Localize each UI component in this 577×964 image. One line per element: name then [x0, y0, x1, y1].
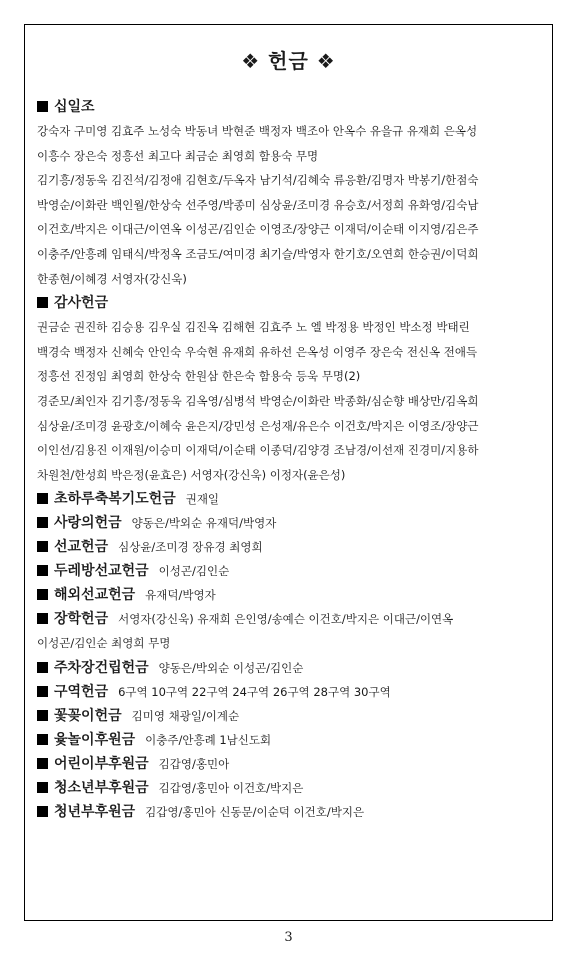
section-heading-love: 사랑의헌금 양동은/박외순 유재덕/박영자: [37, 511, 542, 535]
section-heading-parking: 주차장건립헌금 양동은/박외순 이성곤/김인순: [37, 656, 542, 680]
square-bullet-icon: [37, 493, 48, 504]
square-bullet-icon: [37, 710, 48, 721]
donor-line: 박영순/이화란 백인월/한상숙 선주영/박종미 심상윤/조미경 유승호/서정희 유화영/김숙남: [37, 197, 479, 212]
square-bullet-icon: [37, 297, 48, 308]
page-number: 3: [284, 930, 293, 945]
donor-line: 이건호/박지은 이대근/이연옥 이성곤/김인순 이영조/장양근 이재덕/이순태 이지영/김은주: [37, 222, 479, 237]
donor-line: 정흥선 진정임 최영희 한상숙 한원삼 한은숙 함용숙 등욱 무명(2): [37, 369, 361, 384]
donor-names: 심상윤/조미경 장유경 최영희: [118, 540, 263, 555]
donor-line: 이성곤/김인순 최영희 무명: [37, 636, 171, 651]
section-heading-mission: 선교헌금 심상윤/조미경 장유경 최영희: [37, 535, 542, 559]
donor-names: 김갑영/홍민아 신동문/이순덕 이건호/박지은: [145, 804, 365, 819]
donor-line: 경준모/최인자 김기흥/정동욱 김옥영/심병석 박영순/이화란 박종화/심순향 배상만/김옥희: [37, 393, 479, 408]
square-bullet-icon: [37, 565, 48, 576]
donor-names: 이충주/안흥례 1남신도회: [145, 732, 272, 747]
square-bullet-icon: [37, 589, 48, 600]
donor-line: 한종현/이혜경 서영자(강신욱): [37, 271, 187, 286]
offering-list: [37, 95, 542, 824]
donor-names: 6구역 10구역 22구역 24구역 26구역 28구역 30구역: [118, 684, 391, 699]
section-heading-district: 구역헌금 6구역 10구역 22구역 24구역 26구역 28구역 30구역: [37, 680, 542, 704]
donor-line: 백경숙 백정자 신혜숙 안인숙 우숙현 유재희 유하선 은옥성 이영주 장은숙 전신옥 전애득: [37, 344, 478, 359]
square-bullet-icon: [37, 517, 48, 528]
donor-line: 김기흥/정동욱 김진석/김정애 김현호/두옥자 남기석/김혜숙 류응환/김명자 박봉기/한점숙: [37, 173, 479, 188]
donor-names: 양동은/박외순 유재덕/박영자: [131, 516, 277, 531]
section-heading-flower: 꽃꽂이헌금 김미영 채광일/이계순: [37, 704, 542, 728]
section-heading-children: 어린이부후원금 김갑영/홍민아: [37, 752, 542, 776]
donor-line: 심상윤/조미경 윤광호/이혜숙 윤은지/강민성 은성재/유은수 이건호/박지은 이영조/장양근: [37, 418, 479, 433]
donor-line: 차원천/한성희 박은정(윤효은) 서영자(강신욱) 이정자(윤은성): [37, 467, 346, 482]
section-heading-sunday-blessing: 초하루축복기도헌금 권재일: [37, 487, 542, 511]
square-bullet-icon: [37, 734, 48, 745]
section-heading-yut: 윷놀이후원금 이충주/안흥례 1남신도회: [37, 728, 542, 752]
donor-line: 강숙자 구미영 김효주 노성숙 박동녀 박현준 백정자 백조아 안옥수 유을규 유재희 은옥성: [37, 124, 478, 138]
page-title: ❖ 헌금 ❖: [241, 49, 336, 73]
donor-names: 김갑영/홍민아: [158, 756, 230, 771]
square-bullet-icon: [37, 686, 48, 697]
section-heading-young-adult: 청년부후원금 김갑영/홍민아 신동문/이순덕 이건호/박지은: [37, 800, 542, 824]
section-heading-thanks: 감사헌금: [37, 291, 542, 315]
square-bullet-icon: [37, 782, 48, 793]
donor-line: 이흥수 장은숙 정흥선 최고다 최금순 최영희 함용숙 무명: [37, 148, 319, 163]
square-bullet-icon: [37, 662, 48, 673]
section-heading-durebang: 두레방선교헌금 이성곤/김인순: [37, 559, 542, 583]
donor-names: 김갑영/홍민아 이건호/박지은: [158, 780, 304, 795]
donor-names: 유재덕/박영자: [145, 588, 216, 603]
square-bullet-icon: [37, 806, 48, 817]
donor-names: 양동은/박외순 이성곤/김인순: [158, 660, 304, 675]
section-heading-youth: 청소년부후원금 김갑영/홍민아 이건호/박지은: [37, 776, 542, 800]
section-heading-overseas: 해외선교헌금 유재덕/박영자: [37, 583, 542, 607]
section-heading-tithe: 십일조: [37, 95, 542, 119]
square-bullet-icon: [37, 758, 48, 769]
donor-names: 권재일: [185, 492, 220, 507]
bulletin-frame: [24, 24, 553, 921]
donor-names: 김미영 채광일/이계순: [131, 708, 240, 723]
square-bullet-icon: [37, 613, 48, 624]
square-bullet-icon: [37, 101, 48, 112]
section-heading-scholarship: 장학헌금 서영자(강신욱) 유재희 은인영/송예슨 이건호/박지은 이대근/이연옥: [37, 607, 542, 631]
donor-line: 이인선/김용진 이재원/이승미 이재덕/이순태 이종덕/김양경 조남경/이선재 진경미/지용하: [37, 443, 479, 458]
donor-line: 권금순 권진하 김승용 김우실 김진옥 김해현 김효주 노 엘 박정용 박정인 박소정 박태린: [37, 320, 470, 335]
donor-names: 서영자(강신욱) 유재희 은인영/송예슨 이건호/박지은 이대근/이연옥: [118, 612, 454, 627]
donor-names: 이성곤/김인순: [158, 564, 230, 579]
square-bullet-icon: [37, 541, 48, 552]
donor-line: 이충주/안흥례 임태식/박정옥 조금도/여미경 최기슬/박영자 한기호/오연희 한승권/이덕희: [37, 246, 479, 261]
